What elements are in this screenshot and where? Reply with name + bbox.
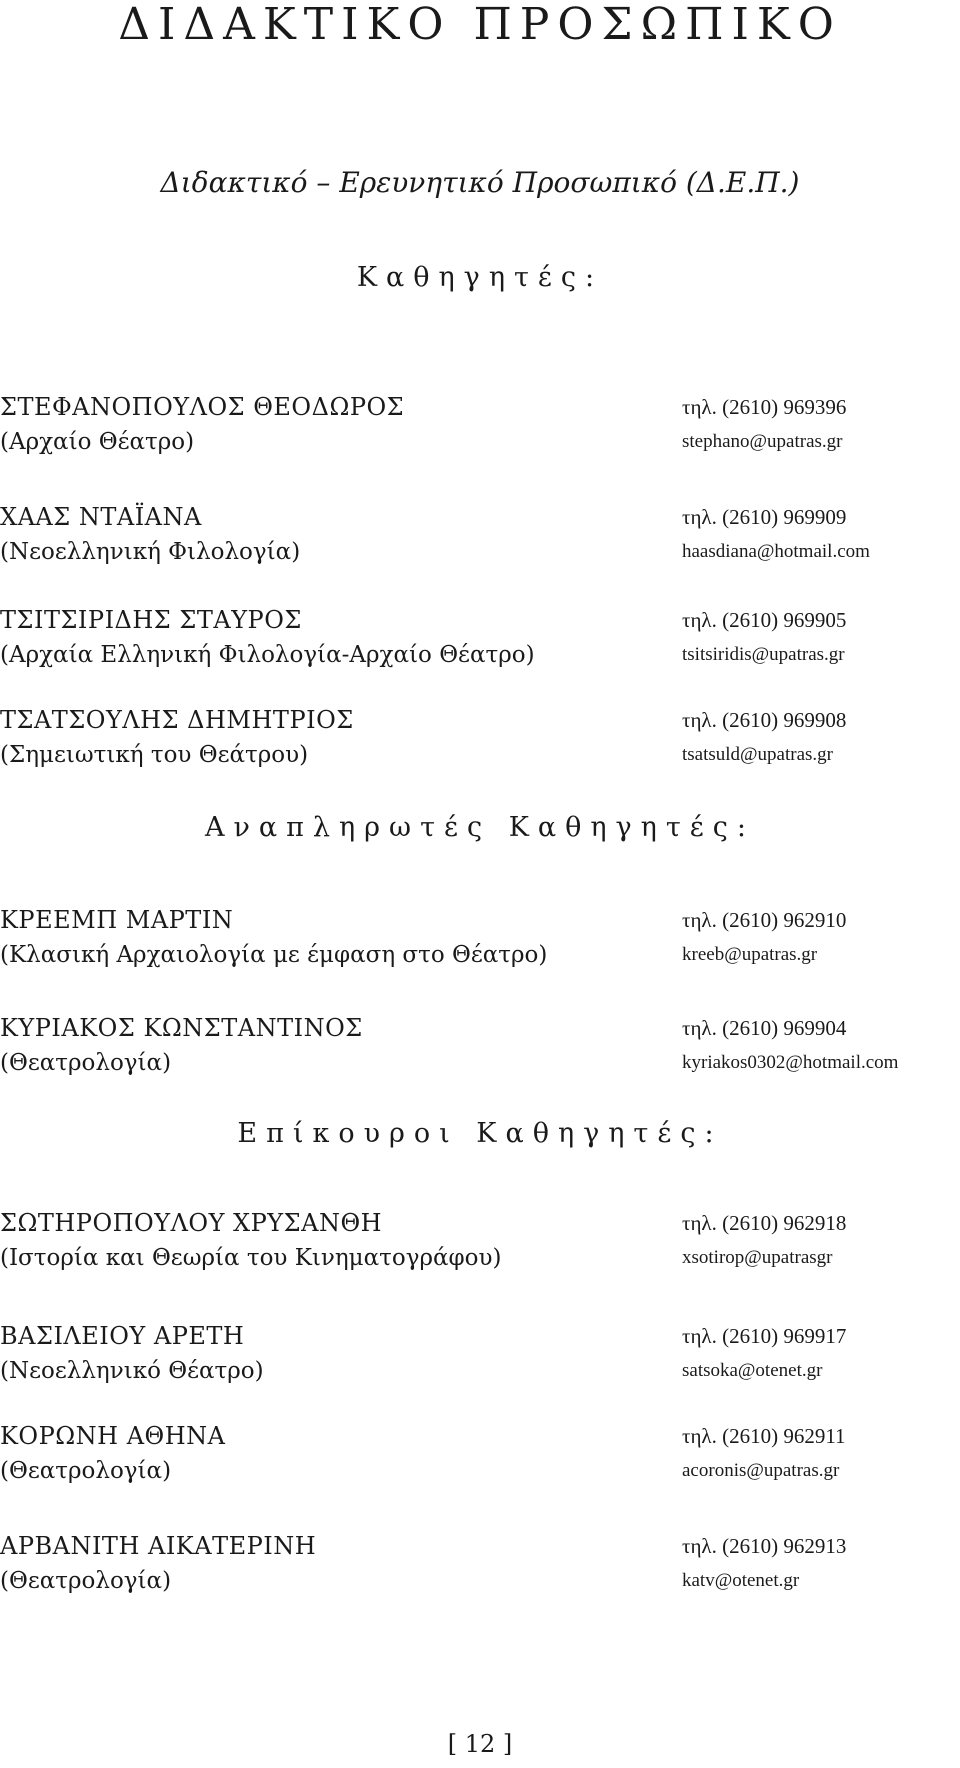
staff-phone: τηλ. (2610) 962911 <box>682 1424 846 1448</box>
staff-entry <box>0 706 960 776</box>
staff-field: (Σημειωτική του Θεάτρου) <box>0 742 309 768</box>
staff-email: katv@otenet.gr <box>682 1570 800 1591</box>
page-title: ΔΙΔΑΚΤΙΚΟ ΠΡΟΣΩΠΙΚΟ <box>118 0 842 50</box>
staff-entry <box>0 1209 960 1279</box>
staff-name: ΤΣΙΤΣΙΡΙΔΗΣ ΣΤΑΥΡΟΣ <box>0 606 302 634</box>
staff-email: acoronis@upatras.gr <box>682 1460 840 1481</box>
staff-name: ΚΥΡΙΑΚΟΣ ΚΩΝΣΤΑΝΤΙΝΟΣ <box>0 1014 363 1042</box>
staff-phone: τηλ. (2610) 962918 <box>682 1211 847 1235</box>
staff-entry <box>0 1422 960 1492</box>
staff-entry <box>0 1322 960 1392</box>
staff-phone: τηλ. (2610) 969908 <box>682 708 847 732</box>
staff-email: haasdiana@hotmail.com <box>682 541 870 562</box>
staff-email: satsoka@otenet.gr <box>682 1360 823 1381</box>
staff-phone: τηλ. (2610) 969905 <box>682 608 847 632</box>
staff-field: (Θεατρολογία) <box>0 1050 172 1076</box>
staff-entry <box>0 606 960 676</box>
section-heading-assistant-professors: Επίκουροι Καθηγητές: <box>237 1118 723 1149</box>
staff-field: (Νεοελληνικό Θέατρο) <box>0 1358 264 1384</box>
staff-phone: τηλ. (2610) 969909 <box>682 505 847 529</box>
staff-email: xsotirop@upatrasgr <box>682 1247 833 1268</box>
staff-phone: τηλ. (2610) 969917 <box>682 1324 847 1348</box>
staff-field: (Θεατρολογία) <box>0 1458 172 1484</box>
staff-name: ΤΣΑΤΣΟΥΛΗΣ ΔΗΜΗΤΡΙΟΣ <box>0 706 354 734</box>
staff-entry <box>0 503 960 573</box>
staff-name: ΣΩΤΗΡΟΠΟΥΛΟΥ ΧΡΥΣΑΝΘΗ <box>0 1209 383 1237</box>
staff-field: (Θεατρολογία) <box>0 1568 172 1594</box>
staff-email: kreeb@upatras.gr <box>682 944 818 965</box>
staff-name: ΑΡΒΑΝΙΤΗ ΑΙΚΑΤΕΡΙΝΗ <box>0 1532 317 1560</box>
staff-phone: τηλ. (2610) 962913 <box>682 1534 847 1558</box>
staff-name: ΚΟΡΩΝΗ ΑΘΗΝΑ <box>0 1422 226 1450</box>
staff-entry <box>0 1532 960 1602</box>
page-number: [ 12 ] <box>447 1730 513 1758</box>
staff-field: (Κλασική Αρχαιολογία με έμφαση στο Θέατρο) <box>0 942 548 968</box>
staff-email: tsitsiridis@upatras.gr <box>682 644 845 665</box>
staff-entry <box>0 1014 960 1084</box>
staff-email: kyriakos0302@hotmail.com <box>682 1052 899 1073</box>
staff-phone: τηλ. (2610) 969396 <box>682 395 847 419</box>
staff-field: (Ιστορία και Θεωρία του Κινηματογράφου) <box>0 1245 502 1271</box>
staff-entry <box>0 906 960 976</box>
page-subtitle: Διδακτικό – Ερευνητικό Προσωπικό (Δ.Ε.Π.) <box>160 166 800 199</box>
staff-entry <box>0 393 960 463</box>
staff-name: ΒΑΣΙΛΕΙΟΥ ΑΡΕΤΗ <box>0 1322 245 1350</box>
staff-field: (Νεοελληνική Φιλολογία) <box>0 539 301 565</box>
staff-name: ΚΡΕΕΜΠ ΜΑΡΤΙΝ <box>0 906 234 934</box>
staff-email: stephano@upatras.gr <box>682 431 843 452</box>
staff-phone: τηλ. (2610) 962910 <box>682 908 847 932</box>
section-heading-professors: Καθηγητές: <box>356 262 604 293</box>
staff-email: tsatsuld@upatras.gr <box>682 744 833 765</box>
staff-phone: τηλ. (2610) 969904 <box>682 1016 847 1040</box>
staff-name: ΧΑΑΣ ΝΤΑΪΑΝΑ <box>0 503 202 531</box>
staff-name: ΣΤΕΦΑΝΟΠΟΥΛΟΣ ΘΕΟΔΩΡΟΣ <box>0 393 405 421</box>
section-heading-associate-professors: Αναπληρωτές Καθηγητές: <box>205 812 755 843</box>
staff-field: (Αρχαίο Θέατρο) <box>0 429 195 455</box>
staff-field: (Αρχαία Ελληνική Φιλολογία-Αρχαίο Θέατρο) <box>0 642 535 668</box>
